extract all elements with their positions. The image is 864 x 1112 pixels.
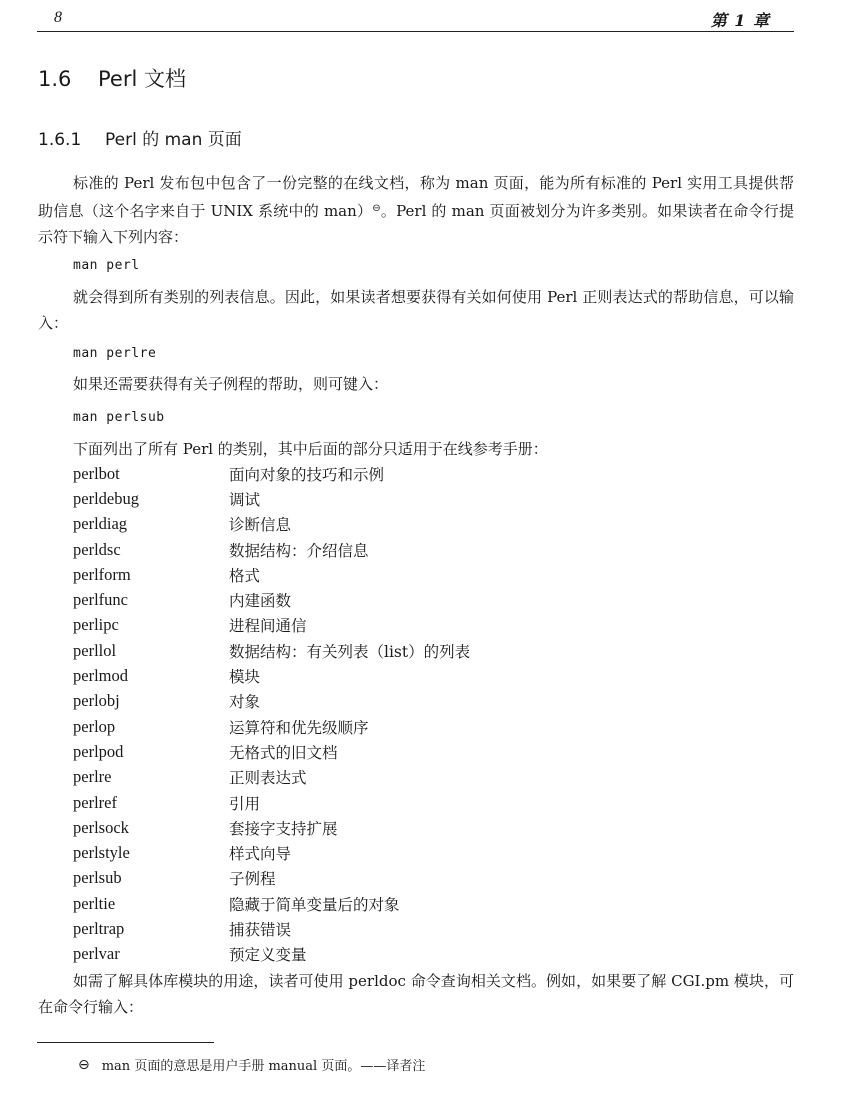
man-page-description: 隐藏于简单变量后的对象 (229, 895, 400, 914)
footnote (78, 1055, 425, 1074)
man-page-description: 模块 (229, 668, 261, 687)
man-page-description: 运算符和优先级顺序 (229, 718, 369, 737)
man-page-item (73, 840, 470, 865)
paragraph-categories: 下面列出了所有 Perl 的类别，其中后面的部分只适用于在线参考手册： (73, 440, 548, 458)
man-page-name: perlipc (73, 615, 119, 635)
man-page-description: 诊断信息 (229, 516, 292, 535)
footnote-text: man 页面的意思是用户手册 manual 页面。——译者注 (101, 1059, 426, 1074)
paragraph-perlsub: 如果还需要获得有关子例程的帮助，则可键入： (73, 375, 389, 393)
man-page-item (73, 689, 470, 714)
man-page-name: perlobj (73, 691, 120, 711)
man-page-description: 面向对象的技巧和示例 (229, 465, 385, 484)
man-page-item (73, 866, 470, 891)
intro-text-a: 标准的 Perl 发布包中包含了一份完整的在线文档，称为 man 页面，能为所有标准的 Perl 实用工具提供帮助信息（这个名字来自于 UNIX 系统中的 man） (38, 174, 794, 220)
man-page-item (73, 537, 470, 562)
man-page-name: perlbot (73, 463, 120, 483)
man-page-description: 数据结构：介绍信息 (229, 541, 369, 560)
man-page-name: perlpod (73, 741, 124, 761)
man-page-item (73, 486, 470, 511)
man-page-item (73, 765, 470, 790)
man-page-description: 套接字支持扩展 (229, 819, 338, 838)
man-page-name: perltie (73, 893, 116, 913)
man-page-description: 进程间通信 (229, 617, 307, 636)
man-page-name: perlre (73, 767, 112, 787)
section-heading (38, 63, 186, 93)
man-page-name: perlvar (73, 944, 120, 964)
man-page-name: perlfunc (73, 590, 128, 610)
man-page-name: perlsock (73, 817, 129, 837)
subsection-title: Perl 的 man 页面 (105, 130, 242, 150)
subsection-heading (38, 125, 242, 150)
man-page-name: perlop (73, 716, 116, 736)
man-page-name: perlsub (73, 868, 122, 888)
code-man-perl: man perl (73, 258, 140, 273)
man-page-description: 捕获错误 (229, 920, 292, 939)
man-page-item (73, 461, 470, 486)
man-page-name: perllol (73, 640, 117, 660)
man-page-description: 调试 (229, 490, 261, 509)
man-page-item (73, 587, 470, 612)
man-page-description: 样式向导 (229, 845, 292, 864)
footnote-mark-icon: ⊖ (78, 1056, 90, 1073)
man-page-name: perlform (73, 564, 131, 584)
man-page-description: 数据结构：有关列表（list）的列表 (229, 642, 471, 661)
man-page-description: 子例程 (229, 870, 276, 889)
man-page-description: 无格式的旧文档 (229, 743, 338, 762)
man-page-item (73, 739, 470, 764)
man-page-item (73, 916, 470, 941)
paragraph-perlre: 就会得到所有类别的列表信息。因此，如果读者想要获得有关如何使用 Perl 正则表达式的帮助信息，可以输入： (38, 288, 794, 332)
footnote-reference-icon: ⊖ (372, 203, 381, 214)
man-page-name: perlref (73, 792, 117, 812)
man-page-description: 对象 (229, 693, 261, 712)
man-page-name: perltrap (73, 918, 125, 938)
man-page-item (73, 714, 470, 739)
man-page-name: perlmod (73, 666, 128, 686)
man-page-name: perldiag (73, 514, 128, 534)
intro-paragraph (38, 170, 794, 250)
paragraph-perldoc: 如需了解具体库模块的用途，读者可使用 perldoc 命令查询相关文档。例如，如果要了解 CGI.pm 模块，可在命令行输入： (38, 972, 794, 1016)
man-page-item (73, 638, 470, 663)
man-page-name: perlstyle (73, 843, 130, 863)
intro-text-b: 。Perl 的 man 页面被划分为许多类别。如果读者在命令行提示符下输入下列内容： (38, 202, 794, 246)
man-page-item (73, 562, 470, 587)
man-page-category-list (73, 461, 470, 967)
man-page-item (73, 891, 470, 916)
man-page-description: 格式 (229, 566, 261, 585)
man-page-description: 预定义变量 (229, 946, 307, 965)
man-page-description: 引用 (229, 794, 261, 813)
subsection-number: 1.6.1 (38, 130, 82, 150)
footnote-rule (37, 1042, 214, 1043)
header-rule (37, 31, 794, 32)
page-number: 8 (54, 9, 62, 26)
man-page-item (73, 613, 470, 638)
man-page-description: 正则表达式 (229, 769, 307, 788)
man-page-name: perldebug (73, 488, 139, 508)
man-page-item (73, 790, 470, 815)
man-page-item (73, 512, 470, 537)
code-man-perlsub: man perlsub (73, 410, 165, 425)
man-page-name: perldsc (73, 539, 121, 559)
section-number: 1.6 (38, 67, 72, 91)
man-page-item (73, 815, 470, 840)
running-header-chapter: 第 1 章 (710, 11, 770, 30)
section-title: Perl 文档 (98, 67, 186, 91)
man-page-item (73, 663, 470, 688)
code-man-perlre: man perlre (73, 346, 157, 361)
man-page-description: 内建函数 (229, 592, 292, 611)
man-page-item (73, 942, 470, 967)
